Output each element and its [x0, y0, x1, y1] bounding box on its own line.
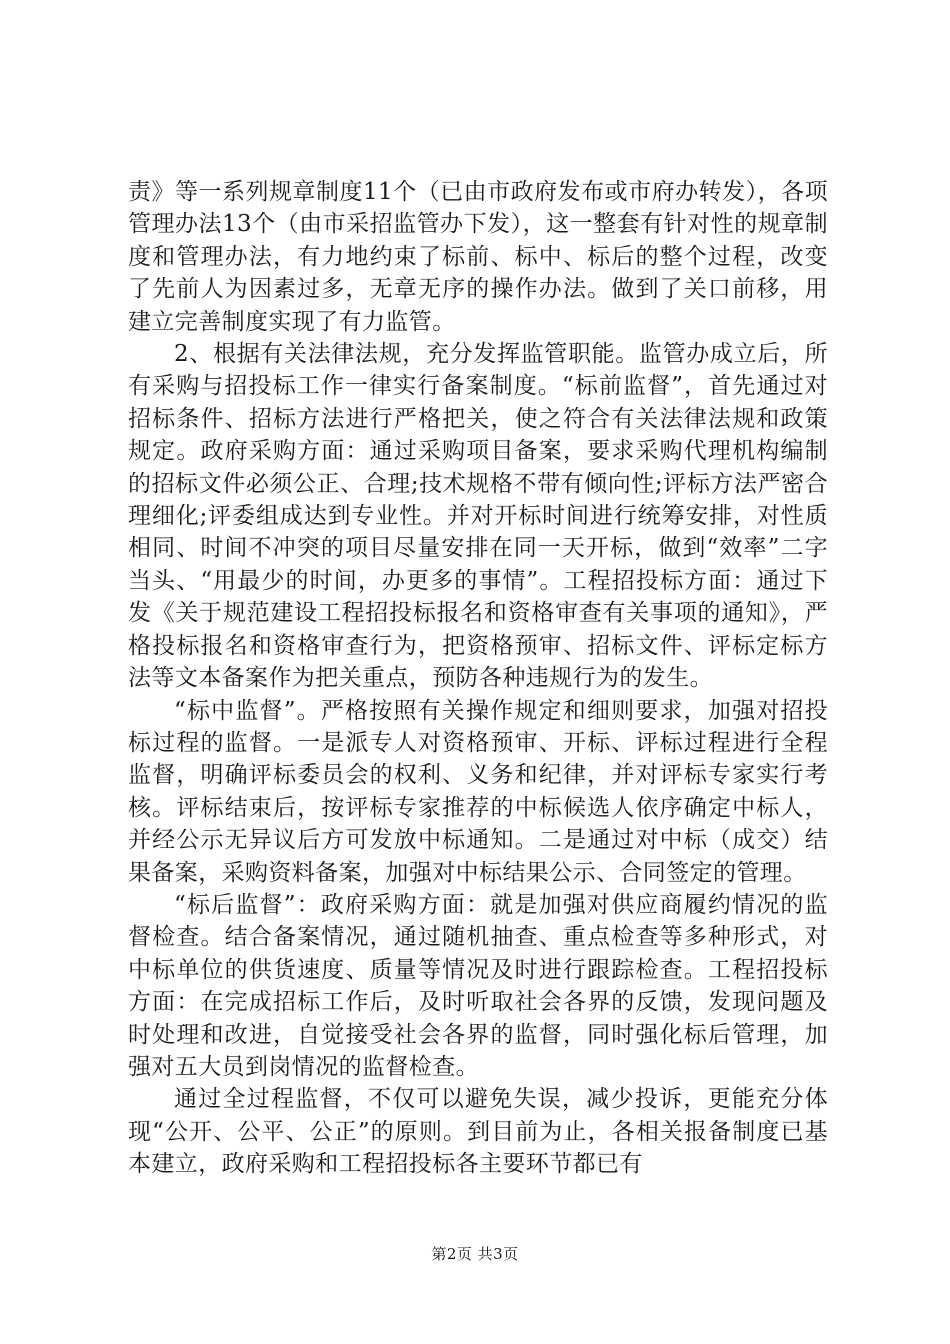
paragraph-supervision-functions: 2、根据有关法律法规，充分发挥监管职能。监管办成立后，所有采购与招投标工作一律实行备案制度。“标前监督”，首先通过对招标条件、招标方法进行严格把关，使之符合有关法律法规和政策规定。政府采购方面：通过采购项目备案，要求采购代理机构编制的招标文件必须公正、合理;技术规格不带有倾向性;评标方法严密合理细化;评委组成达到专业性。并对开标时间进行统筹安排，对性质相同、时间不冲突的项目尽量安排在同一天开标，做到“效率”二字当头、“用最少的时间，办更多的事情”。工程招投标方面：通过下发《关于规范建设工程招投标报名和资格审查有关事项的通知》，严格投标报名和资格审查行为，把资格预审、招标文件、评标定标方法等文本备案作为把关重点，预防各种违规行为的发生。 — [128, 341, 828, 692]
paragraph-whole-process-supervision: 通过全过程监督，不仅可以避免失误，减少投诉，更能充分体现“公开、公平、公正”的原则。到目前为止，各相关报备制度已基本建立，政府采购和工程招投标各主要环节都已有 — [128, 1086, 828, 1178]
page-number-footer: 第2页 共3页 — [431, 1245, 519, 1263]
paragraph-regulations: 责》等一系列规章制度11个（已由市政府发布或市府办转发），各项管理办法13个（由市采招监管办下发），这一整套有针对性的规章制度和管理办法，有力地约束了标前、标中、标后的整个过程，改变了先前人为因素过多，无章无序的操作办法。做到了关口前移，用建立完善制度实现了有力监管。 — [128, 179, 828, 335]
paragraph-during-bid-supervision: “标中监督”。严格按照有关操作规定和细则要求，加强对招投标过程的监督。一是派专人对资格预审、开标、评标过程进行全程监督，明确评标委员会的权利、义务和纪律，并对评标专家实行考核。评标结束后，按评标专家推荐的中标候选人依序确定中标人，并经公示无异议后方可发放中标通知。二是通过对中标（成交）结果备案，采购资料备案，加强对中标结果公示、合同签定的管理。 — [128, 697, 828, 886]
document-body — [128, 176, 828, 1181]
paragraph-post-bid-supervision: “标后监督”：政府采购方面：就是加强对供应商履约情况的监督检查。结合备案情况，通过随机抽查、重点检查等多种形式，对中标单位的供货速度、质量等情况及时进行跟踪检查。工程招投标方面：在完成招标工作后，及时听取社会各界的反馈，发现问题及时处理和改进，自觉接受社会各界的监督，同时强化标后管理，加强对五大员到岗情况的监督检查。 — [128, 891, 828, 1080]
